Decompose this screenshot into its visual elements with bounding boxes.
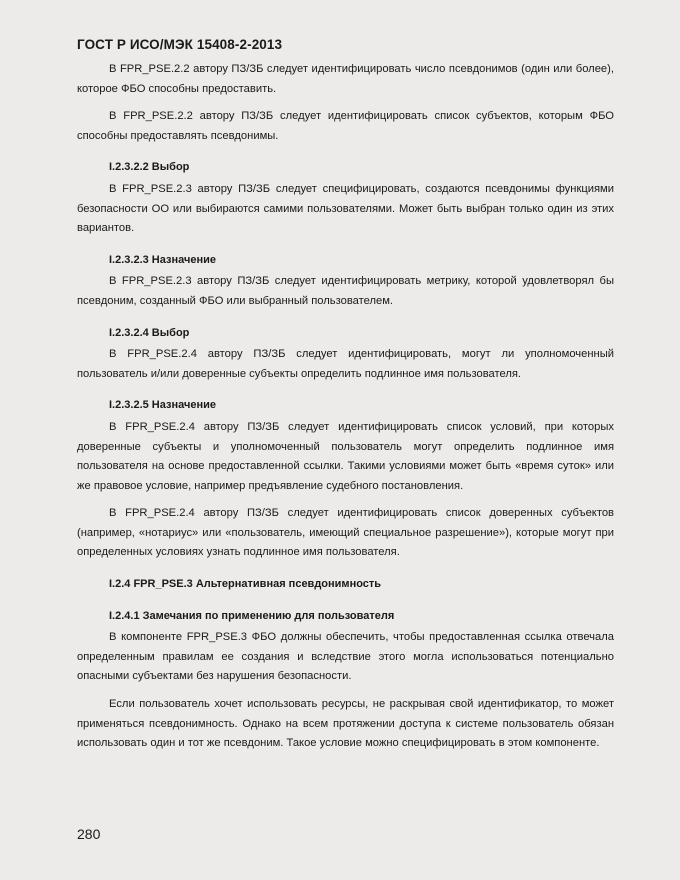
- page-header-title: ГОСТ Р ИСО/МЭК 15408-2-2013: [77, 37, 283, 52]
- paragraph: В FPR_PSE.2.3 автору ПЗ/ЗБ следует специфицировать, создаются псевдонимы функциями безопасности ОО или выбираются самими пользователями. Может быть выбран только один из этих вариантов.: [77, 182, 614, 235]
- section-heading: I.2.4 FPR_PSE.3 Альтернативная псевдонимность: [109, 578, 382, 591]
- paragraph: В компоненте FPR_PSE.3 ФБО должны обеспечить, чтобы предоставленная ссылка отвечала определенным правилам ее создания и вследствие этого могла использоваться потенциально опасными субъектами без нарушения безопасности.: [77, 631, 614, 683]
- section-heading: I.2.3.2.5 Назначение: [109, 399, 216, 412]
- paragraph: В FPR_PSE.2.4 автору ПЗ/ЗБ следует идентифицировать список доверенных субъектов (например, «нотариус» или «пользователь, имеющий специальное разрешение»), которые могут при определенных условиях узнать подлинное имя пользователя.: [77, 507, 614, 559]
- page-number: 280: [77, 826, 101, 842]
- paragraph: В FPR_PSE.2.4 автору ПЗ/ЗБ следует идентифицировать список условий, при которых доверенные субъекты и уполномоченный пользователь могут определить подлинное имя пользователя на основе предоставленной ссылки. Такими условиями может быть «время суток» или же правовое условие, например предъявление судебного постановления.: [77, 420, 614, 492]
- subsection-heading: I.2.4.1 Замечания по применению для пользователя: [109, 609, 395, 622]
- paragraph: В FPR_PSE.2.4 автору ПЗ/ЗБ следует идентифицировать, могут ли уполномоченный пользователь и/или доверенные субъекты определить подлинное имя пользователя.: [77, 348, 614, 380]
- paragraph: В FPR_PSE.2.3 автору ПЗ/ЗБ следует идентифицировать метрику, которой удовлетворял бы псевдоним, созданный ФБО или выбранный пользователем.: [77, 275, 614, 307]
- paragraph: В FPR_PSE.2.2 автору ПЗ/ЗБ следует идентифицировать список субъектов, которым ФБО способны предоставлять псевдонимы.: [77, 110, 614, 142]
- section-heading: I.2.3.2.4 Выбор: [109, 326, 190, 339]
- document-body: [77, 60, 614, 754]
- paragraph: В FPR_PSE.2.2 автору ПЗ/ЗБ следует идентифицировать число псевдонимов (один или более), которое ФБО способны предоставить.: [77, 63, 614, 95]
- section-heading: I.2.3.2.2 Выбор: [109, 161, 190, 174]
- paragraph: Если пользователь хочет использовать ресурсы, не раскрывая свой идентификатор, то может применяться псевдонимность. Однако на всем протяжении доступа к системе пользователь обязан использовать один и тот же псевдоним. Такое условие можно специфицировать в этом компоненте.: [77, 698, 614, 750]
- section-heading: I.2.3.2.3 Назначение: [109, 253, 216, 266]
